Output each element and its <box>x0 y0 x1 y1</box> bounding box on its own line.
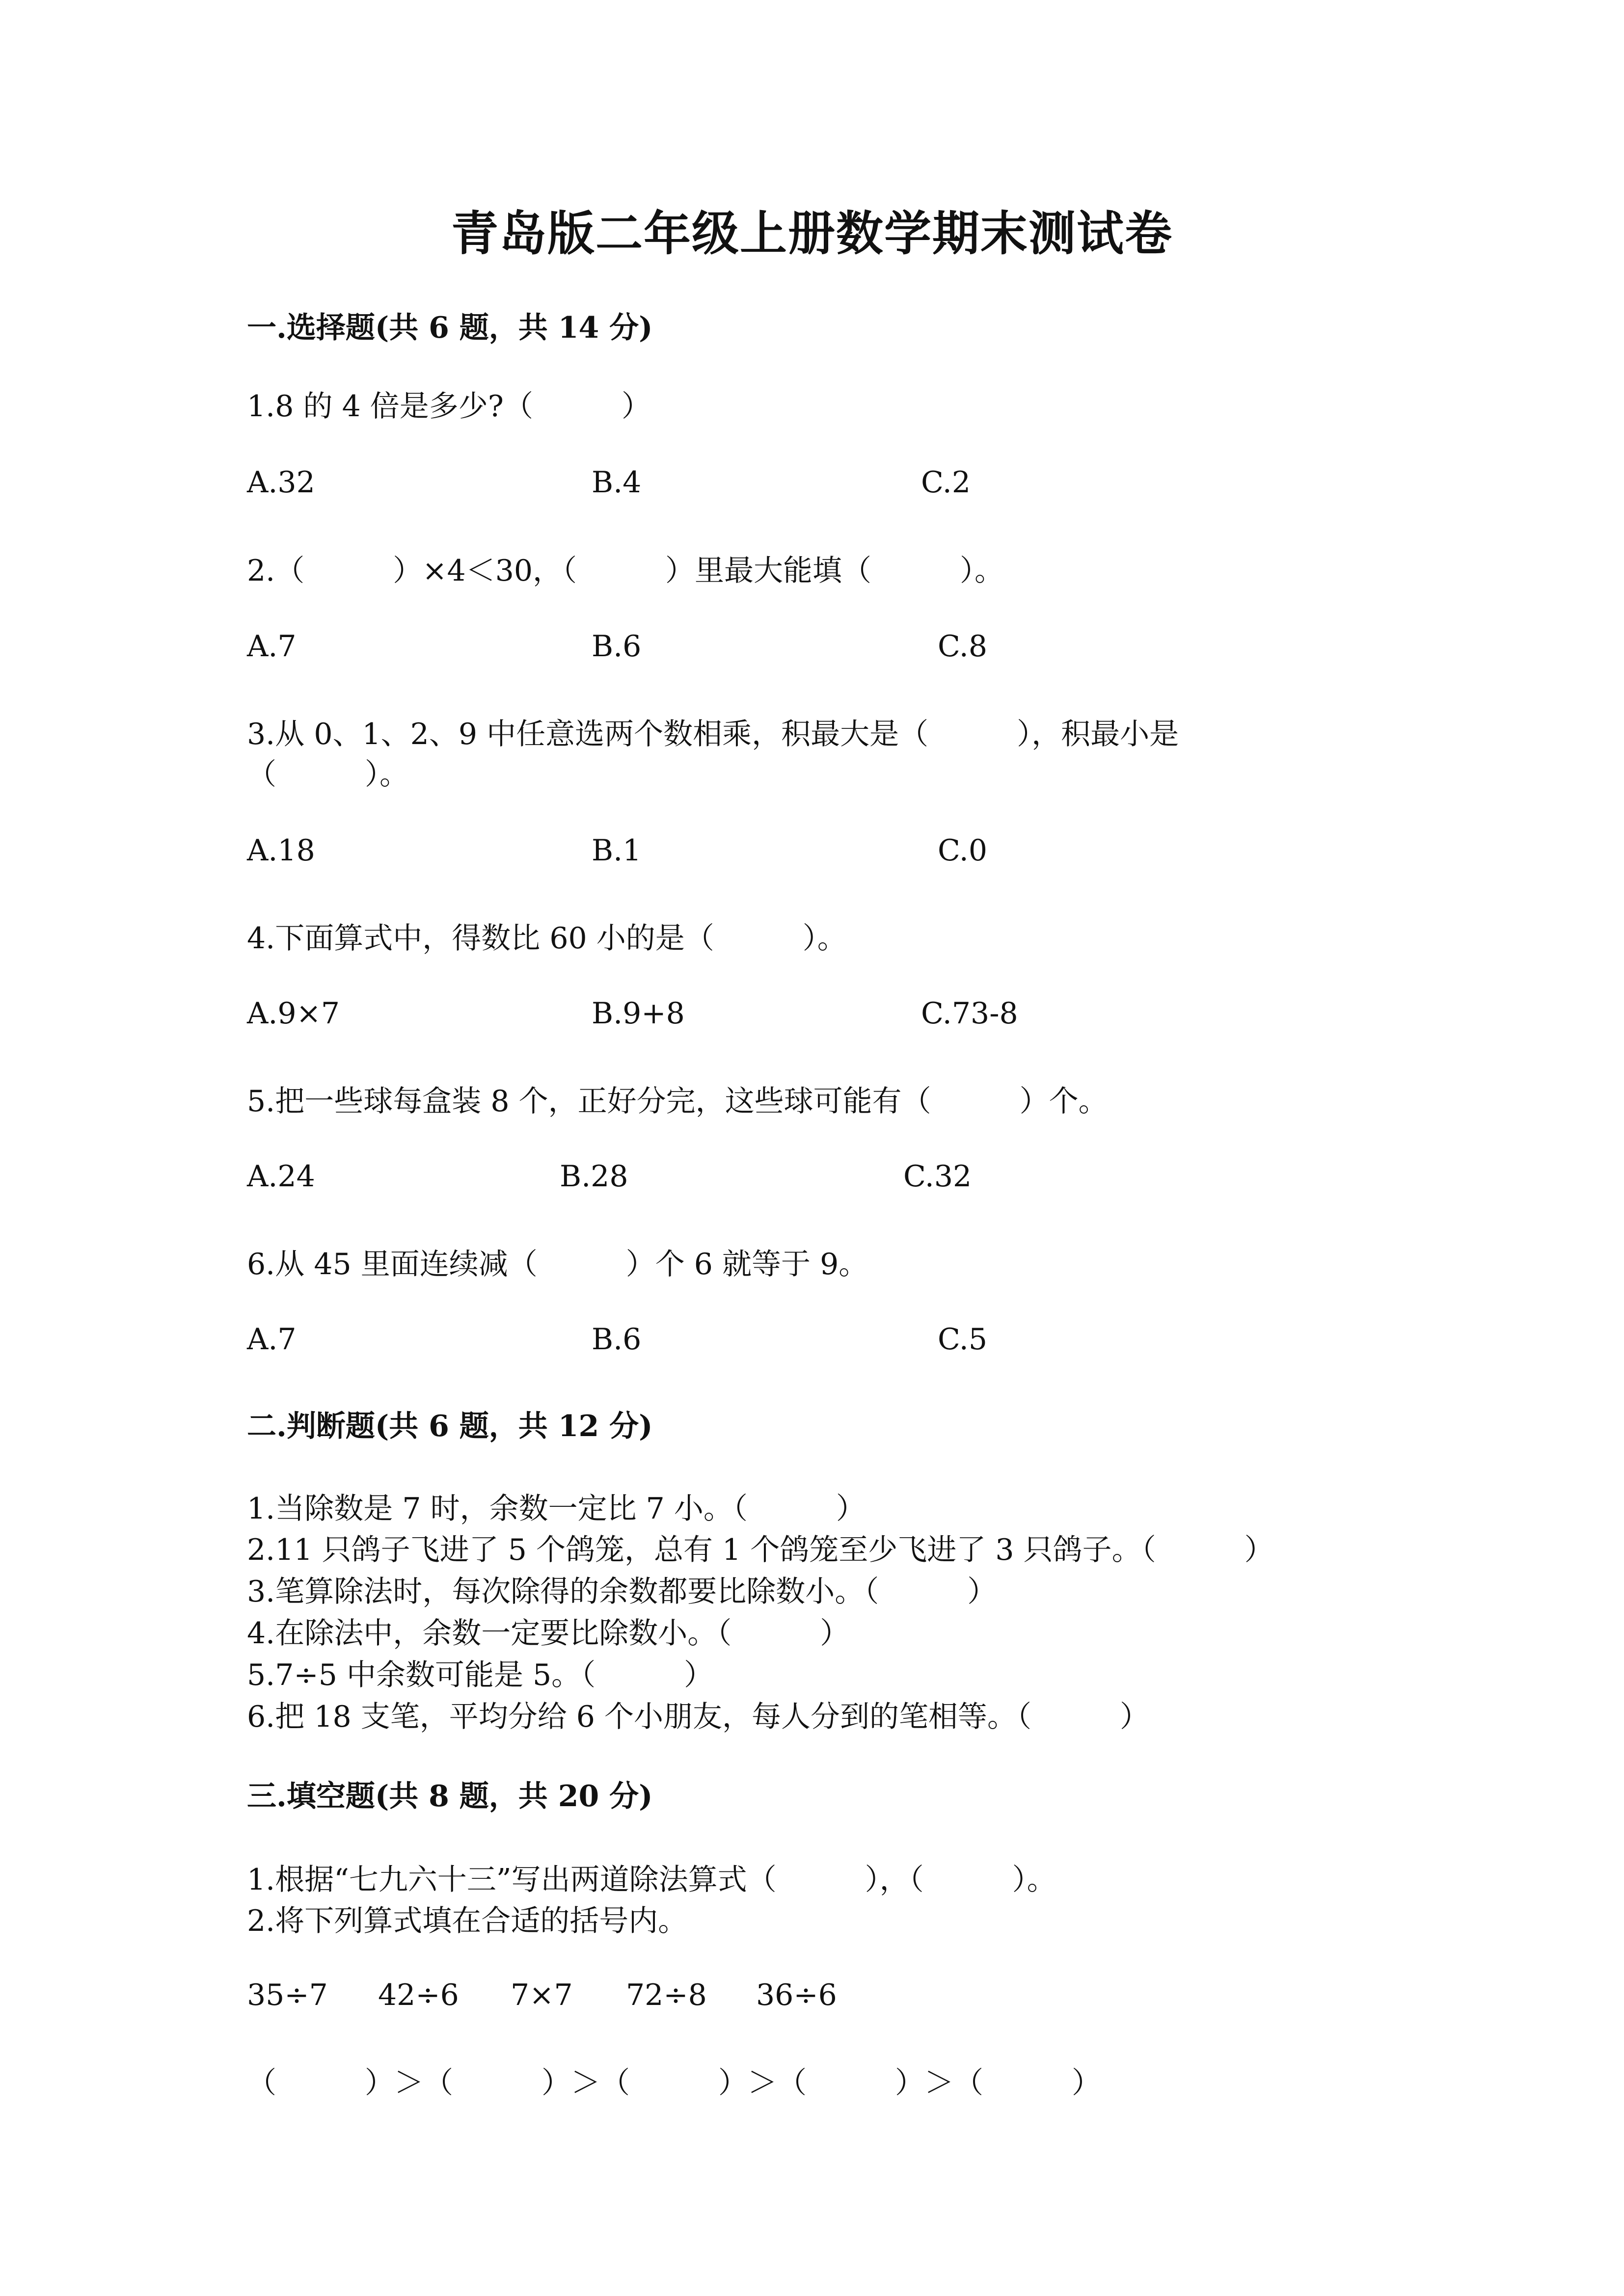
option-a: A.32 <box>247 465 315 500</box>
expression: 35÷7 <box>247 1978 328 2012</box>
fill-question: 1.根据“七九六十三”写出两道除法算式（ ），（ ）。 <box>247 1863 1056 1897</box>
judgment-item: 4.在除法中，余数一定要比除数小。（ ） <box>247 1616 850 1651</box>
expression: 42÷6 <box>378 1978 459 2012</box>
option-b: B.1 <box>592 833 642 868</box>
section-header-choice: 一.选择题(共 6 题，共 14 分) <box>247 311 653 345</box>
fill-question: 2.将下列算式填在合适的括号内。 <box>247 1904 688 1938</box>
judgment-item: 2.11 只鸽子飞进了 5 个鸽笼，总有 1 个鸽笼至少飞进了 3 只鸽子。（ ） <box>247 1533 1274 1567</box>
option-a: A.24 <box>247 1159 315 1194</box>
section-header-true-false: 二.判断题(共 6 题，共 12 分) <box>247 1409 653 1443</box>
option-b: B.6 <box>592 629 642 664</box>
option-b: B.9+8 <box>592 996 685 1031</box>
question-text: 2.（ ）×4＜30，（ ）里最大能填（ ）。 <box>247 554 1004 588</box>
option-a: A.7 <box>247 629 297 664</box>
expression: 36÷6 <box>756 1978 837 2012</box>
section-header-fill-blank: 三.填空题(共 8 题，共 20 分) <box>247 1779 653 1814</box>
option-c: C.2 <box>921 465 971 500</box>
question-text: 3.从 0、1、2、9 中任意选两个数相乘，积最大是（ ），积最小是 <box>247 717 1179 751</box>
page-title: 青岛版二年级上册数学期末测试卷 <box>451 206 1173 261</box>
option-b: B.4 <box>592 465 642 500</box>
judgment-item: 6.把 18 支笔，平均分给 6 个小朋友，每人分到的笔相等。（ ） <box>247 1700 1150 1734</box>
judgment-item: 3.笔算除法时，每次除得的余数都要比除数小。（ ） <box>247 1575 997 1609</box>
judgment-item: 5.7÷5 中余数可能是 5。（ ） <box>247 1658 714 1692</box>
judgment-item: 1.当除数是 7 时，余数一定比 7 小。（ ） <box>247 1492 866 1526</box>
option-c: C.0 <box>938 833 988 868</box>
option-b: B.28 <box>560 1159 628 1194</box>
question-text: 1.8 的 4 倍是多少?（ ） <box>247 389 651 424</box>
expression: 72÷8 <box>626 1978 707 2012</box>
question-text-continued: （ ）。 <box>247 757 409 792</box>
option-a: A.7 <box>247 1322 297 1357</box>
question-text: 6.从 45 里面连续减（ ）个 6 就等于 9。 <box>247 1247 868 1281</box>
option-c: C.5 <box>938 1322 988 1357</box>
option-a: A.9×7 <box>247 996 340 1031</box>
option-a: A.18 <box>247 833 315 868</box>
option-c: C.8 <box>938 629 988 664</box>
expression: 7×7 <box>511 1978 573 2012</box>
option-b: B.6 <box>592 1322 642 1357</box>
option-c: C.73-8 <box>921 996 1018 1031</box>
option-c: C.32 <box>903 1159 972 1194</box>
ordering-blanks: （ ）＞（ ）＞（ ）＞（ ）＞（ ） <box>247 2066 1101 2100</box>
question-text: 5.把一些球每盒装 8 个，正好分完，这些球可能有（ ）个。 <box>247 1084 1108 1119</box>
question-text: 4.下面算式中，得数比 60 小的是（ ）。 <box>247 921 847 956</box>
